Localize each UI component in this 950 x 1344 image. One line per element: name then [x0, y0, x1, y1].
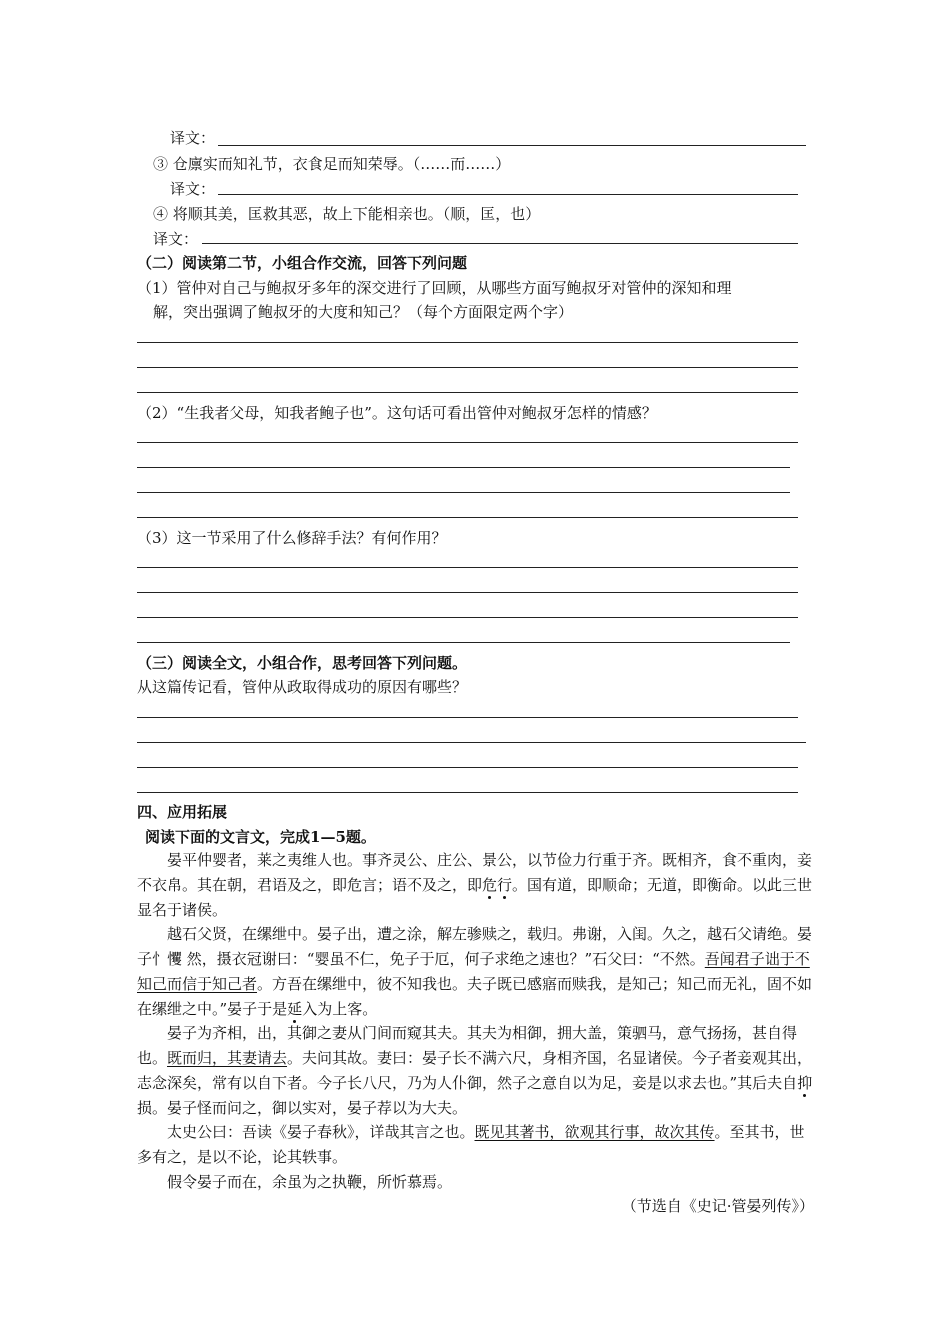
section-3-question: 从这篇传记看，管仲从政取得成功的原因有哪些？ — [137, 678, 468, 696]
passage-paragraph-1: 晏平仲婴者，莱之夷维人也。事齐灵公、庄公、景公，以节俭力行重于齐。既相齐，食不重肉，妾不衣帛。其在朝，君语及之，即危言；语不及之，即危行。国有道，即顺命；无道，即衡命。以此三世显名于诸侯。 — [137, 851, 813, 919]
section-2-q3: （3）这一节采用了什么修辞手法？有何作用？ — [137, 529, 447, 547]
answer-line — [137, 592, 798, 593]
section-2-heading: （二）阅读第二节，小组合作交流，回答下列问题 — [137, 254, 468, 272]
section-4-heading: 四、应用拓展 — [137, 803, 228, 821]
underlined-sentence: 吾闻君子诎于不知己而信于知己者 — [137, 950, 810, 993]
translation-label-4: 译文： — [153, 230, 199, 248]
section-2-q2: （2）“生我者父母，知我者鲍子也”。这句话可看出管仲对鲍叔牙怎样的情感？ — [137, 404, 657, 422]
source-citation: （节选自《史记·管晏列传》） — [621, 1197, 814, 1215]
underlined-sentence: 既见其著书，欲观其行事，故次其传 — [474, 1123, 715, 1141]
dotted-char: 抑 — [797, 1074, 813, 1092]
section-3-heading: （三）阅读全文，小组合作，思考回答下列问题。 — [137, 654, 468, 672]
section-2-q1-line1: （1）管仲对自己与鲍叔牙多年的深交进行了回顾，从哪些方面写鲍叔牙对管仲的深知和理 — [137, 279, 732, 297]
answer-line — [137, 467, 790, 468]
passage-paragraph-4: 太史公曰：吾读《晏子春秋》，详哉其言之也。既见其著书，欲观其行事，故次其传。至其书，世多有之，是以不论，论其轶事。 — [137, 1123, 805, 1166]
passage-paragraph-5: 假令晏子而在，余虽为之执鞭，所忻慕焉。 — [167, 1173, 453, 1191]
sentence-4: ④ 将顺其美，匡救其恶，故上下能相亲也。（顺，匡，也） — [153, 205, 541, 223]
answer-line — [202, 243, 798, 244]
answer-line — [218, 145, 806, 146]
answer-line — [137, 567, 798, 568]
answer-line — [137, 442, 798, 443]
answer-line — [137, 517, 798, 518]
answer-line — [137, 717, 798, 718]
answer-line — [137, 342, 798, 343]
translation-label-3: 译文： — [170, 180, 216, 198]
answer-line — [137, 792, 798, 793]
underlined-sentence: 既而归，其妻请去 — [167, 1049, 288, 1067]
answer-line — [137, 767, 798, 768]
section-2-q1-line2: 解，突出强调了鲍叔牙的大度和知己？（每个方面限定两个字） — [153, 303, 574, 321]
section-4-instruction: 阅读下面的文言文，完成1—5题。 — [145, 828, 376, 846]
answer-line — [137, 392, 798, 393]
dotted-char: 危 — [482, 876, 498, 894]
answer-line — [137, 617, 798, 618]
translation-label-2: 译文： — [170, 129, 216, 147]
sentence-3: ③ 仓廪实而知礼节，衣食足而知荣辱。（……而……） — [153, 155, 511, 173]
answer-line — [137, 367, 798, 368]
answer-line — [137, 492, 790, 493]
passage-paragraph-2: 越石父贤，在缧绁中。晏子出，遭之涂，解左骖赎之，载归。弗谢，入闺。久之，越石父请绝。晏子忄戄 然，摄衣冠谢曰：“婴虽不仁，免子于厄，何子求绝之速也？”石父曰：“不然。吾闻君子诎于不知己而信于知己者。方吾在缧绁中，彼不知我也。夫子既已感寤而赎我，是知己；知己而无礼，固不如在缧绁之中。”晏子于是延入为上客。 — [137, 925, 813, 1018]
answer-line — [137, 642, 790, 643]
dotted-char: 行 — [497, 876, 513, 894]
dotted-char: 延 — [287, 1000, 303, 1018]
answer-line — [218, 194, 798, 195]
passage-paragraph-3: 晏子为齐相，出，其御之妻从门间而窥其夫。其夫为相御，拥大盖，策驷马，意气扬扬，甚自得也。既而归，其妻请去。夫问其故。妻曰：晏子长不满六尺，身相齐国，名显诸侯。今子者妾观其出，志念深矣，常有以自下者。今子长八尺，乃为人仆御，然子之意自以为足，妾是以求去也。”其后夫自抑损。晏子怪而问之，御以实对，晏子荐以为大夫。 — [137, 1024, 813, 1117]
answer-line — [137, 742, 806, 743]
